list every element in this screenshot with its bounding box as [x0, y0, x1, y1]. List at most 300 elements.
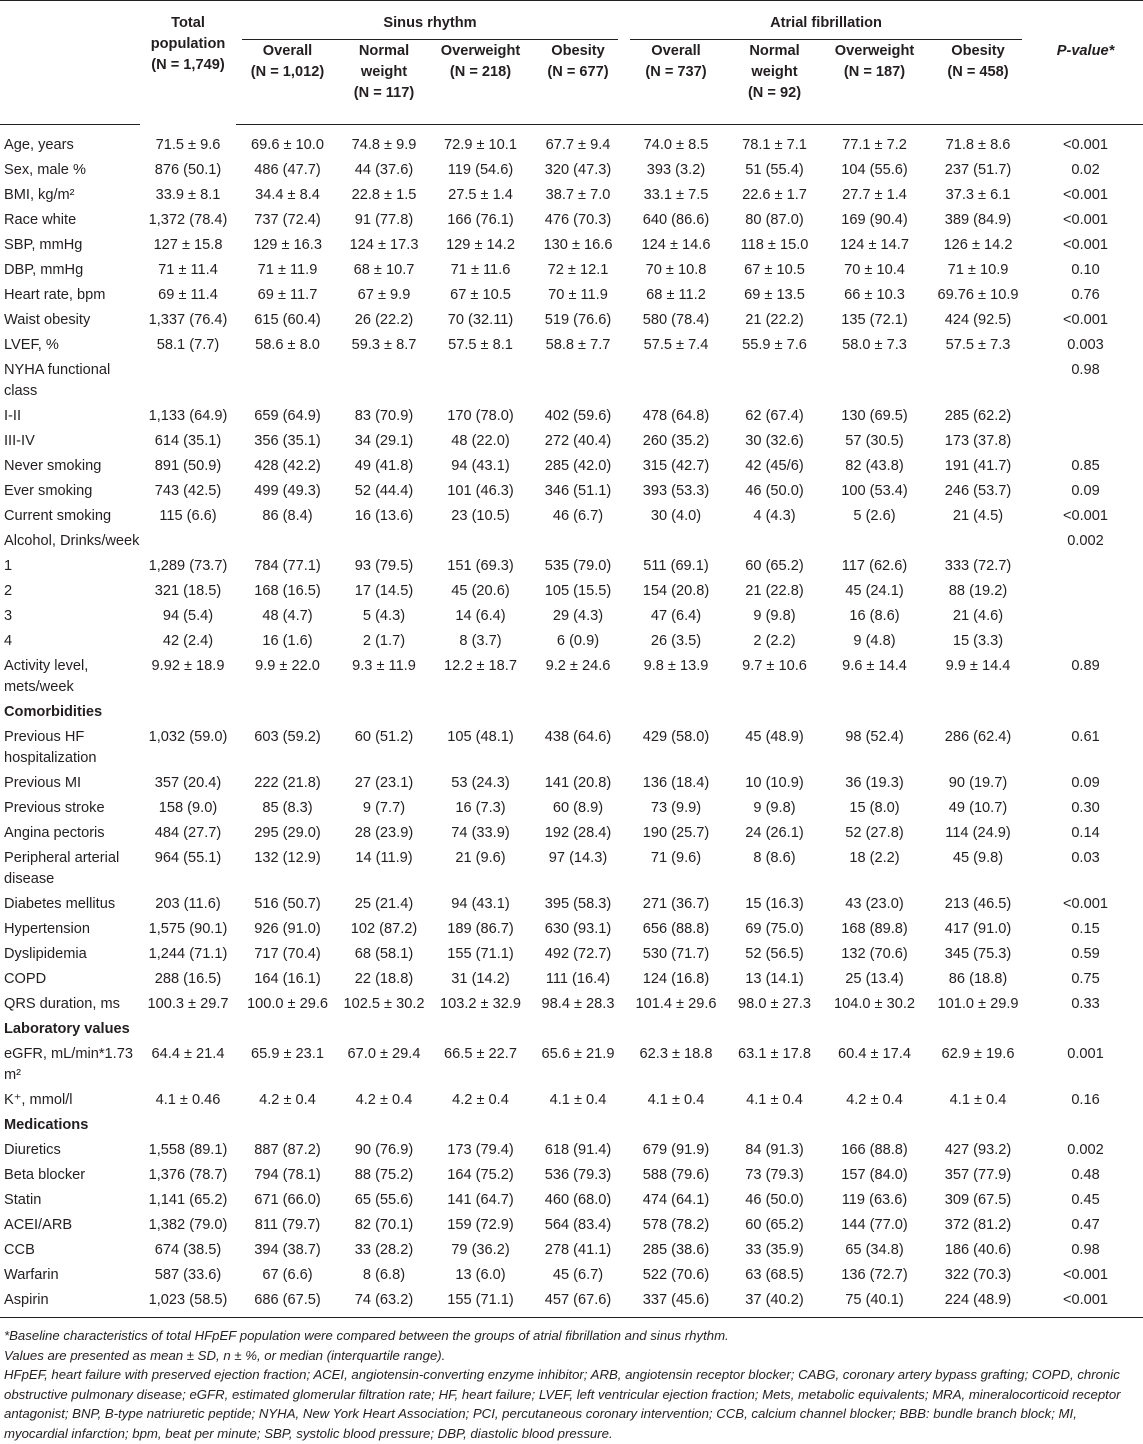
value-cell: 27 (23.1) [354, 775, 414, 791]
value-cell: 104 (55.6) [841, 162, 908, 178]
value-cell: 130 ± 16.6 [543, 237, 613, 253]
value-cell: 424 (92.5) [944, 312, 1012, 328]
value-cell: 88 (75.2) [354, 1167, 414, 1183]
value-cell: 288 (16.5) [154, 971, 222, 987]
table-row [0, 158, 1143, 183]
value-cell: 46 (50.0) [745, 1192, 804, 1208]
value-cell: 24 (26.1) [745, 825, 804, 841]
p-value-cell: 0.98 [1071, 362, 1100, 378]
value-cell: 60 (65.2) [745, 558, 804, 574]
value-cell: 67 (6.6) [262, 1267, 313, 1283]
value-cell [821, 1113, 928, 1138]
value-cell: 47 (6.4) [650, 608, 702, 624]
value-cell: 22.8 ± 1.5 [351, 187, 417, 203]
value-cell: 58.8 ± 7.7 [545, 337, 611, 353]
value-cell: 15 (16.3) [745, 896, 804, 912]
value-cell: 603 (59.2) [254, 729, 321, 745]
value-cell: 48 (4.7) [262, 608, 313, 624]
value-cell [140, 700, 236, 725]
value-cell: 237 (51.7) [944, 162, 1012, 178]
value-cell: 111 (16.4) [545, 971, 611, 987]
value-cell: 60 (8.9) [552, 800, 604, 816]
value-cell: 103.2 ± 32.9 [439, 996, 522, 1012]
value-cell [728, 358, 821, 404]
value-cell: 457 (67.6) [544, 1292, 612, 1308]
header-total-population [140, 1, 236, 125]
value-cell: 82 (70.1) [354, 1217, 414, 1233]
value-cell: 30 (32.6) [745, 433, 804, 449]
value-cell: 100.3 ± 29.7 [147, 996, 229, 1012]
p-value-cell: 0.85 [1071, 458, 1100, 474]
value-cell: 69.6 ± 10.0 [251, 137, 324, 153]
value-cell: 124 ± 14.7 [840, 237, 909, 253]
value-cell: 18 (2.2) [849, 850, 900, 866]
row-label: 3 [4, 608, 13, 624]
row-label: Previous MI [4, 775, 82, 791]
value-cell: 615 (60.4) [254, 312, 321, 328]
value-cell: 1,337 (76.4) [148, 312, 228, 328]
header-sinus-title: Sinus rhythm [242, 13, 618, 40]
value-cell: 9 (9.8) [753, 800, 796, 816]
row-label: eGFR, mL/min*1.73 m² [4, 1046, 133, 1083]
value-cell: 580 (78.4) [642, 312, 710, 328]
value-cell: 1,023 (58.5) [148, 1292, 228, 1308]
value-cell: 337 (45.6) [642, 1292, 710, 1308]
value-cell: 72 ± 12.1 [547, 262, 609, 278]
value-cell: 357 (20.4) [154, 775, 222, 791]
value-cell [429, 358, 532, 404]
value-cell: 21 (22.8) [745, 583, 804, 599]
header-subgroup-4 [624, 41, 728, 125]
row-label: Ever smoking [4, 483, 93, 499]
value-cell: 460 (68.0) [544, 1192, 612, 1208]
value-cell: 25 (21.4) [354, 896, 414, 912]
value-cell: 499 (49.3) [254, 483, 321, 499]
value-cell [624, 529, 728, 554]
value-cell: 157 (84.0) [841, 1167, 908, 1183]
value-cell: 71 ± 11.4 [158, 262, 218, 278]
value-cell: 4.2 ± 0.4 [846, 1092, 903, 1108]
table-row [0, 233, 1143, 258]
value-cell: 38.7 ± 7.0 [545, 187, 611, 203]
row-label: Diuretics [4, 1142, 61, 1158]
value-cell [236, 700, 339, 725]
value-cell: 9.92 ± 18.9 [151, 658, 225, 674]
table-row [0, 454, 1143, 479]
value-cell: 478 (64.8) [642, 408, 710, 424]
row-label: BMI, kg/m² [4, 187, 75, 203]
value-cell: 21 (9.6) [455, 850, 506, 866]
value-cell: 4.2 ± 0.4 [452, 1092, 509, 1108]
value-cell: 68 (58.1) [354, 946, 414, 962]
value-cell: 127 ± 15.8 [153, 237, 223, 253]
header-subgroup-line: Normal [749, 42, 800, 59]
value-cell: 135 (72.1) [841, 312, 908, 328]
header-p-value: P-value* [1028, 41, 1143, 125]
value-cell: 33.9 ± 8.1 [155, 187, 221, 203]
value-cell: 48 (22.0) [451, 433, 510, 449]
header-subgroup-line: (N = 218) [449, 63, 512, 80]
value-cell: 100 (53.4) [841, 483, 908, 499]
value-cell: 429 (58.0) [642, 729, 710, 745]
value-cell: 98.4 ± 28.3 [541, 996, 615, 1012]
value-cell [821, 1017, 928, 1042]
value-cell: 53 (24.3) [451, 775, 510, 791]
header-subgroup-line: Obesity [551, 42, 605, 59]
value-cell: 68 ± 10.7 [353, 262, 415, 278]
value-cell: 535 (79.0) [544, 558, 612, 574]
value-cell: 22.6 ± 1.7 [742, 187, 807, 203]
value-cell: 124 ± 17.3 [349, 237, 419, 253]
value-cell: 42 (2.4) [162, 633, 214, 649]
table-row [0, 429, 1143, 454]
value-cell: 536 (79.3) [544, 1167, 612, 1183]
value-cell [928, 529, 1028, 554]
value-cell: 1,133 (64.9) [148, 408, 228, 424]
header-total-title: Total population [150, 15, 226, 52]
table-row [0, 208, 1143, 233]
value-cell [339, 700, 429, 725]
value-cell: 69 ± 11.7 [257, 287, 318, 303]
table-row [0, 942, 1143, 967]
table-row [0, 1163, 1143, 1188]
row-label: Race white [4, 212, 77, 228]
value-cell: 159 (72.9) [447, 1217, 514, 1233]
value-cell: 8 (3.7) [459, 633, 502, 649]
p-value-cell: 0.48 [1071, 1167, 1100, 1183]
value-cell [928, 700, 1028, 725]
value-cell: 63 (68.5) [745, 1267, 804, 1283]
value-cell: 516 (50.7) [254, 896, 321, 912]
value-cell: 98 (52.4) [845, 729, 904, 745]
value-cell: 155 (71.1) [447, 1292, 514, 1308]
value-cell: 530 (71.7) [642, 946, 710, 962]
table-row [0, 579, 1143, 604]
row-label: CCB [4, 1242, 35, 1258]
header-blank-cell [1028, 1, 1143, 41]
value-cell: 94 (43.1) [451, 896, 510, 912]
value-cell: 578 (78.2) [642, 1217, 710, 1233]
value-cell: 511 (69.1) [643, 558, 709, 574]
header-subgroup-2 [429, 41, 532, 125]
value-cell: 23 (10.5) [451, 508, 510, 524]
section-row [0, 700, 1143, 725]
p-value-cell: <0.001 [1062, 312, 1109, 328]
value-cell: 34 (29.1) [354, 433, 414, 449]
value-cell: 587 (33.6) [154, 1267, 222, 1283]
value-cell: 75 (40.1) [845, 1292, 904, 1308]
value-cell: 4.2 ± 0.4 [259, 1092, 316, 1108]
section-row [0, 1113, 1143, 1138]
row-label: Current smoking [4, 508, 112, 524]
value-cell: 614 (35.1) [154, 433, 222, 449]
row-label: QRS duration, ms [4, 996, 120, 1012]
value-cell: 37.3 ± 6.1 [945, 187, 1011, 203]
row-label: Angina pectoris [4, 825, 105, 841]
value-cell: 522 (70.6) [642, 1267, 710, 1283]
value-cell: 16 (8.6) [849, 608, 900, 624]
table-row [0, 358, 1143, 404]
row-label: Peripheral arterial disease [4, 850, 120, 887]
value-cell: 126 ± 14.2 [943, 237, 1013, 253]
value-cell: 51 (55.4) [745, 162, 804, 178]
value-cell: 372 (81.2) [944, 1217, 1012, 1233]
row-label: Hypertension [4, 921, 90, 937]
value-cell: 4.1 ± 0.4 [549, 1092, 607, 1108]
value-cell: 16 (13.6) [354, 508, 414, 524]
value-cell: 43 (23.0) [845, 896, 904, 912]
value-cell: 271 (36.7) [642, 896, 710, 912]
section-row [0, 1017, 1143, 1042]
value-cell [236, 529, 339, 554]
value-cell: 83 (70.9) [354, 408, 414, 424]
p-value-cell [1028, 429, 1143, 454]
table-row [0, 529, 1143, 554]
value-cell: 346 (51.1) [544, 483, 612, 499]
value-cell: 322 (70.3) [944, 1267, 1012, 1283]
p-value-cell: <0.001 [1062, 1267, 1109, 1283]
value-cell: 58.1 (7.7) [156, 337, 220, 353]
value-cell: 166 (76.1) [447, 212, 514, 228]
row-label: 1 [4, 558, 13, 574]
value-cell: 94 (5.4) [162, 608, 214, 624]
p-value-cell [1028, 1113, 1143, 1138]
value-cell: 1,558 (89.1) [148, 1142, 228, 1158]
value-cell: 124 (16.8) [642, 971, 710, 987]
value-cell: 8 (8.6) [753, 850, 796, 866]
value-cell: 186 (40.6) [944, 1242, 1012, 1258]
value-cell: 285 (38.6) [642, 1242, 710, 1258]
value-cell: 80 (87.0) [745, 212, 804, 228]
value-cell: 25 (13.4) [845, 971, 904, 987]
value-cell: 33 (35.9) [745, 1242, 804, 1258]
value-cell: 5 (2.6) [853, 508, 896, 524]
table-row [0, 846, 1143, 892]
header-af-title: Atrial fibrillation [630, 13, 1022, 40]
row-label: Activity level, mets/week [4, 658, 89, 695]
value-cell: 168 (89.8) [841, 921, 908, 937]
value-cell: 9 (9.8) [753, 608, 796, 624]
value-cell: 4.1 ± 0.46 [155, 1092, 221, 1108]
value-cell: 65 (34.8) [845, 1242, 904, 1258]
value-cell: 101 (46.3) [447, 483, 514, 499]
p-value-cell: 0.30 [1071, 800, 1100, 816]
value-cell: 26 (3.5) [650, 633, 702, 649]
value-cell [236, 1113, 339, 1138]
value-cell: 45 (6.7) [552, 1267, 604, 1283]
value-cell: 73 (9.9) [650, 800, 702, 816]
table-row [0, 1138, 1143, 1163]
value-cell: 717 (70.4) [254, 946, 321, 962]
row-label: ACEI/ARB [4, 1217, 73, 1233]
value-cell: 8 (6.8) [362, 1267, 406, 1283]
value-cell: 2 (2.2) [753, 633, 796, 649]
table-row [0, 404, 1143, 429]
value-cell: 79 (36.2) [451, 1242, 510, 1258]
p-value-cell: <0.001 [1062, 1292, 1109, 1308]
row-label: K⁺, mmol/l [4, 1092, 73, 1108]
footnote-abbreviations: HFpEF, heart failure with preserved ejection fraction; ACEI, angiotensin-converting enzyme inhibitor; ARB, angiotensin receptor blocker; CABG, coronary artery bypass grafting; COPD, chronic obstructive pulmonary disease; eGFR, estimated glomerular filtration rate; HF, heart failure; LVEF, left ventricular ejection fraction; Mets, metabolic equivalents; MRA, mineralocorticoid receptor antagonist; BNP, B-type natriuretic peptide; NYHA, New York Heart Association; PCI, percutaneous coronary intervention; CCB, calcium channel blocker; BBB: bundle branch block; MI, myocardial infarction; bpm, beat per minute; SBP, systolic blood pressure; DBP, diastolic blood pressure. [4, 1367, 1121, 1441]
table-header [0, 1, 1143, 125]
table-body [0, 125, 1143, 1318]
p-value-cell: 0.98 [1071, 1242, 1100, 1258]
value-cell: 357 (77.9) [944, 1167, 1012, 1183]
value-cell: 1,244 (71.1) [148, 946, 228, 962]
value-cell: 62.9 ± 19.6 [941, 1046, 1015, 1062]
value-cell: 887 (87.2) [254, 1142, 321, 1158]
row-label: 2 [4, 583, 13, 599]
value-cell: 21 (4.6) [952, 608, 1004, 624]
value-cell: 417 (91.0) [944, 921, 1012, 937]
value-cell: 285 (62.2) [944, 408, 1012, 424]
value-cell: 141 (20.8) [544, 775, 612, 791]
value-cell: 34.4 ± 8.4 [255, 187, 320, 203]
value-cell: 320 (47.3) [544, 162, 612, 178]
table-row [0, 333, 1143, 358]
value-cell [140, 358, 236, 404]
header-subgroup-line: weight [360, 63, 408, 80]
value-cell: 63.1 ± 17.8 [738, 1046, 811, 1062]
value-cell: 74.0 ± 8.5 [643, 137, 709, 153]
value-cell [532, 700, 624, 725]
value-cell: 154 (20.8) [642, 583, 710, 599]
p-value-cell: 0.89 [1071, 658, 1100, 674]
value-cell: 78.1 ± 7.1 [742, 137, 807, 153]
row-label: Alcohol, Drinks/week [4, 533, 140, 549]
value-cell: 86 (18.8) [948, 971, 1008, 987]
table-row [0, 604, 1143, 629]
row-label: NYHA functional class [4, 362, 111, 399]
table-row [0, 654, 1143, 700]
row-label: Previous stroke [4, 800, 105, 816]
value-cell: 67.0 ± 29.4 [347, 1046, 421, 1062]
value-cell: 13 (14.1) [745, 971, 804, 987]
value-cell: 345 (75.3) [944, 946, 1012, 962]
value-cell: 57.5 ± 7.3 [945, 337, 1011, 353]
value-cell: 31 (14.2) [451, 971, 510, 987]
value-cell: 484 (27.7) [154, 825, 222, 841]
row-label: Statin [4, 1192, 42, 1208]
value-cell: 9.9 ± 14.4 [945, 658, 1011, 674]
p-value-cell: 0.16 [1071, 1092, 1100, 1108]
p-value-cell: 0.75 [1071, 971, 1100, 987]
value-cell: 118 ± 15.0 [740, 237, 809, 253]
value-cell: 90 (19.7) [948, 775, 1008, 791]
p-value-cell: <0.001 [1062, 237, 1109, 253]
value-cell: 155 (71.1) [447, 946, 514, 962]
p-value-cell: 0.45 [1071, 1192, 1100, 1208]
value-cell: 321 (18.5) [154, 583, 222, 599]
value-cell: 71 (9.6) [650, 850, 702, 866]
header-subgroup-line: (N = 117) [353, 84, 415, 101]
p-value-cell: 0.10 [1071, 262, 1100, 278]
row-label: Warfarin [4, 1267, 59, 1283]
value-cell: 45 (9.8) [952, 850, 1004, 866]
value-cell: 1,141 (65.2) [148, 1192, 228, 1208]
p-value-cell: 0.09 [1071, 775, 1100, 791]
value-cell: 42 (45/6) [745, 458, 804, 474]
value-cell: 474 (64.1) [642, 1192, 710, 1208]
value-cell [429, 700, 532, 725]
value-cell [928, 358, 1028, 404]
header-subgroup-line: Overall [651, 42, 701, 59]
value-cell: 49 (10.7) [948, 800, 1008, 816]
value-cell: 67 ± 10.5 [450, 287, 511, 303]
value-cell: 438 (64.6) [544, 729, 612, 745]
value-cell [821, 358, 928, 404]
header-subgroup-6 [821, 41, 928, 125]
value-cell [821, 700, 928, 725]
value-cell: 356 (35.1) [254, 433, 321, 449]
value-cell: 164 (16.1) [254, 971, 321, 987]
value-cell: 114 (24.9) [945, 825, 1011, 841]
value-cell: 104.0 ± 30.2 [833, 996, 916, 1012]
value-cell: 129 ± 14.2 [446, 237, 515, 253]
value-cell: 164 (75.2) [447, 1167, 514, 1183]
value-cell: 70 ± 10.8 [645, 262, 707, 278]
p-value-cell: 0.47 [1071, 1217, 1100, 1233]
value-cell: 4.2 ± 0.4 [355, 1092, 413, 1108]
value-cell: 57.5 ± 8.1 [448, 337, 513, 353]
value-cell: 964 (55.1) [154, 850, 222, 866]
value-cell: 71 ± 10.9 [947, 262, 1009, 278]
value-cell: 564 (83.4) [544, 1217, 612, 1233]
value-cell [532, 1017, 624, 1042]
value-cell [728, 529, 821, 554]
table-row [0, 1288, 1143, 1317]
p-value-cell: 0.59 [1071, 946, 1100, 962]
value-cell: 190 (25.7) [642, 825, 710, 841]
value-cell: 9 (7.7) [362, 800, 406, 816]
value-cell: 671 (66.0) [254, 1192, 321, 1208]
value-cell: 9.7 ± 10.6 [742, 658, 807, 674]
header-subgroup-line: (N = 677) [547, 63, 609, 80]
value-cell [339, 529, 429, 554]
header-subgroup-7 [928, 41, 1028, 125]
header-subgroup-line: (N = 458) [947, 63, 1009, 80]
p-value-cell: 0.03 [1071, 850, 1100, 866]
value-cell: 136 (72.7) [841, 1267, 908, 1283]
value-cell: 743 (42.5) [154, 483, 222, 499]
p-value-cell: <0.001 [1062, 508, 1109, 524]
value-cell [624, 1017, 728, 1042]
value-cell: 67 ± 9.9 [357, 287, 411, 303]
table-row [0, 725, 1143, 771]
value-cell: 1,376 (78.7) [148, 1167, 228, 1183]
value-cell: 246 (53.7) [944, 483, 1012, 499]
header-subgroup-line: Overweight [834, 42, 915, 59]
value-cell: 52 (44.4) [354, 483, 414, 499]
value-cell: 13 (6.0) [455, 1267, 506, 1283]
value-cell [429, 1017, 532, 1042]
value-cell [624, 358, 728, 404]
value-cell [728, 1017, 821, 1042]
p-value-cell: <0.001 [1062, 896, 1109, 912]
value-cell: 486 (47.7) [254, 162, 321, 178]
value-cell: 1,372 (78.4) [148, 212, 228, 228]
value-cell: 1,575 (90.1) [148, 921, 228, 937]
value-cell: 88 (19.2) [948, 583, 1008, 599]
value-cell: 168 (16.5) [254, 583, 321, 599]
value-cell: 33 (28.2) [354, 1242, 414, 1258]
p-value-cell [1028, 579, 1143, 604]
table-row [0, 308, 1143, 333]
value-cell: 151 (69.3) [447, 558, 514, 574]
value-cell: 141 (64.7) [447, 1192, 514, 1208]
value-cell: 70 ± 10.4 [844, 262, 905, 278]
value-cell: 58.6 ± 8.0 [255, 337, 320, 353]
value-cell: 686 (67.5) [254, 1292, 321, 1308]
